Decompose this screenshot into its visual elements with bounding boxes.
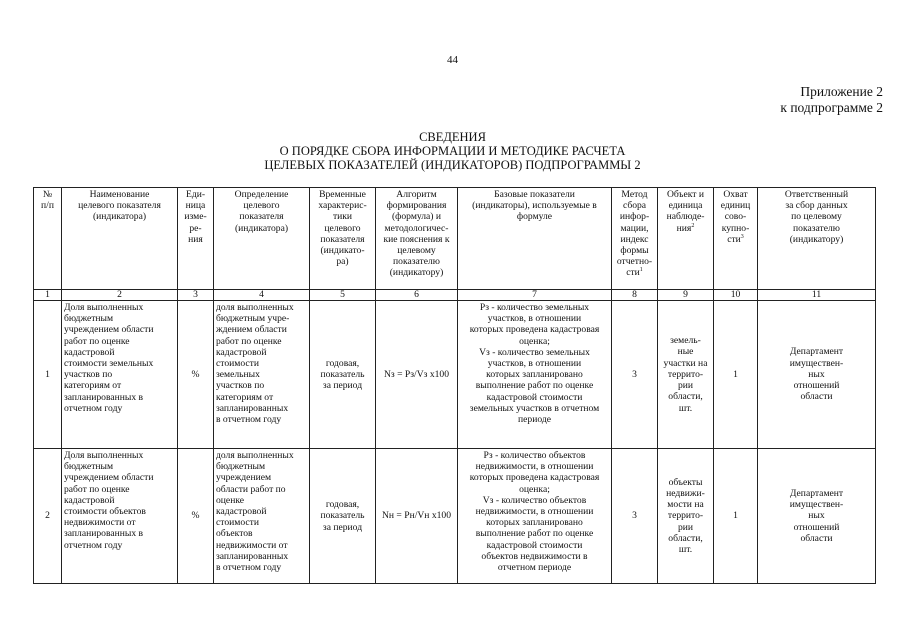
header-cell: Еди- ница изме- ре- ния	[178, 188, 214, 290]
responsible: Департамент имуществен- ных отношений области	[758, 449, 876, 584]
indicator-definition: доля выполненных бюджетным учреждением области работ по оценке кадастровой стоимости объектов недвижимости от запланированных в отчетном году	[214, 449, 310, 584]
indicators-table	[33, 187, 876, 584]
observation-object: объекты недвижи- мости на террито- рии области, шт.	[658, 449, 714, 584]
indicator-definition: доля выполненных бюджетным учре- ждением области работ по оценке кадастровой стоимости земельных участков по категориям от запланированных в отчетном году	[214, 301, 310, 449]
formula: Nз = Рз/Vз x100	[376, 301, 458, 449]
time-characteristics: годовая, показатель за период	[310, 449, 376, 584]
collection-method: 3	[612, 301, 658, 449]
collection-method: 3	[612, 449, 658, 584]
header-cell: Ответственный за сбор данных по целевому показателю (индикатору)	[758, 188, 876, 290]
unit: %	[178, 449, 214, 584]
coverage: 1	[714, 449, 758, 584]
unit: %	[178, 301, 214, 449]
header-cell: № п/п	[34, 188, 62, 290]
row-number: 2	[34, 449, 62, 584]
column-number: 4	[214, 290, 310, 301]
column-number: 11	[758, 290, 876, 301]
header-cell: Наименование целевого показателя (индикатора)	[62, 188, 178, 290]
title-line-3: ЦЕЛЕВЫХ ПОКАЗАТЕЛЕЙ (ИНДИКАТОРОВ) ПОДПРОГРАММЫ 2	[264, 158, 641, 172]
table-header-row	[34, 188, 876, 290]
page-number: 44	[447, 54, 458, 66]
header-cell: Временные характерис- тики целевого показателя (индикато- ра)	[310, 188, 376, 290]
indicator-name: Доля выполненных бюджетным учреждением области работ по оценке кадастровой стоимости объектов недвижимости от запланированных в отчетном году	[62, 449, 178, 584]
header-cell: Алгоритм формирования (формула) и методологичес- кие пояснения к целевому показателю (индикатору)	[376, 188, 458, 290]
column-number-row	[34, 290, 876, 301]
footnote-mark: 1	[639, 267, 643, 274]
header-cell: Охват единиц сово- купно- сти$^3$	[714, 188, 758, 290]
header-cell: Базовые показатели (индикаторы), используемые в формуле	[458, 188, 612, 290]
table-row	[34, 301, 876, 449]
footnote-mark: 3	[740, 233, 744, 240]
footnote-mark: 2	[691, 222, 695, 229]
column-number: 1	[34, 290, 62, 301]
title-line-1: СВЕДЕНИЯ	[419, 130, 486, 144]
document-title	[0, 130, 905, 172]
base-indicators: Рз - количество объектов недвижимости, в отношении которых проведена кадастровая оценка; Vз - количество объектов недвижимости, в отношении которых запланировано выполнение работ по оценке кадастровой стоимости объектов недвижимости в отчетном периоде	[458, 449, 612, 584]
appendix-line-2: к подпрограмме 2	[780, 100, 883, 115]
indicator-name: Доля выполненных бюджетным учреждением области работ по оценке кадастровой стоимости земельных участков по категориям от запланированных в отчетном году	[62, 301, 178, 449]
column-number: 9	[658, 290, 714, 301]
appendix-line-1: Приложение 2	[800, 84, 883, 99]
column-number: 8	[612, 290, 658, 301]
appendix-heading	[780, 84, 883, 116]
header-cell: Определение целевого показателя (индикатора)	[214, 188, 310, 290]
column-number: 5	[310, 290, 376, 301]
column-number: 6	[376, 290, 458, 301]
time-characteristics: годовая, показатель за период	[310, 301, 376, 449]
table-row	[34, 449, 876, 584]
column-number: 7	[458, 290, 612, 301]
row-number: 1	[34, 301, 62, 449]
column-number: 2	[62, 290, 178, 301]
header-cell: Метод сбора инфор- мации, индекс формы отчетно- сти$^1$	[612, 188, 658, 290]
observation-object: земель- ные участки на террито- рии области, шт.	[658, 301, 714, 449]
title-line-2: О ПОРЯДКЕ СБОРА ИНФОРМАЦИИ И МЕТОДИКЕ РАСЧЕТА	[279, 144, 626, 158]
header-cell: Объект и единица наблюде- ния$^2$	[658, 188, 714, 290]
responsible: Департамент имуществен- ных отношений области	[758, 301, 876, 449]
column-number: 10	[714, 290, 758, 301]
column-number: 3	[178, 290, 214, 301]
formula: Nн = Рн/Vн x100	[376, 449, 458, 584]
coverage: 1	[714, 301, 758, 449]
base-indicators: Рз - количество земельных участков, в отношении которых проведена кадастровая оценка; Vз - количество земельных участков, в отношении которых запланировано выполнение работ по оценке кадастровой стоимости земельных участков в отчетном периоде	[458, 301, 612, 449]
